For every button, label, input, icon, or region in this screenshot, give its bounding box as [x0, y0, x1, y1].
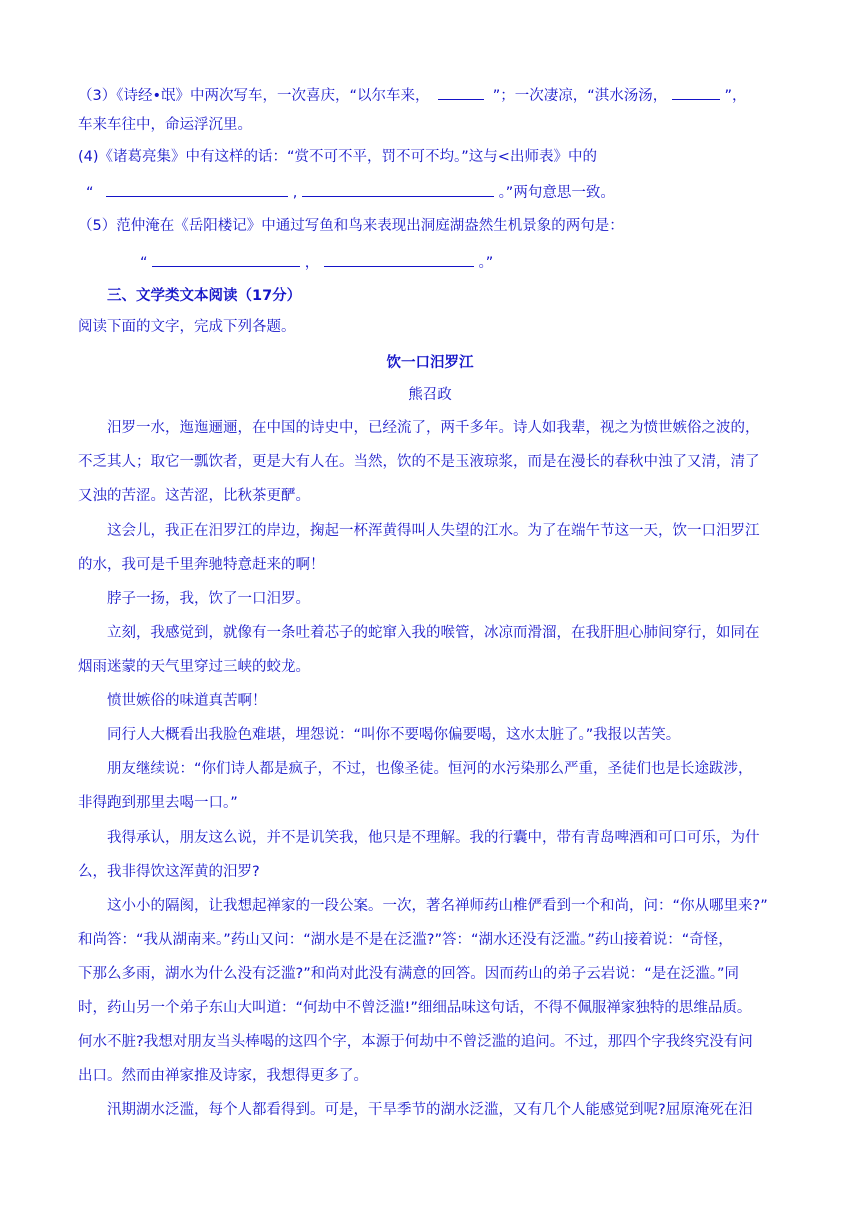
- article-line: 同行人大概看出我脸色难堪，埋怨说：“叫你不要喝你偏要喝，这水太脏了。”我报以苦笑。: [107, 727, 681, 743]
- section-instruction: 阅读下面的文字，完成下列各题。: [78, 319, 296, 335]
- article-author: 熊召政: [408, 387, 452, 403]
- question-5-line-2: [140, 251, 493, 273]
- article-line: 么，我非得饮这浑黄的汨罗?: [78, 864, 260, 880]
- question-5-text-a: （5）范仲淹在《岳阳楼记》中通过写鱼和鸟来表现出洞庭湖盎然生机景象的两句是：: [78, 218, 624, 234]
- section-heading: 三、文学类文本阅读（17分）: [107, 288, 302, 304]
- question-3-text-d: 车来车往中，命运浮沉里。: [78, 117, 252, 133]
- article-line: 的水，我可是千里奔驰特意赶来的啊！: [78, 557, 325, 573]
- article-line: 何水不脏?我想对朋友当头棒喝的这四个字，本源于何劫中不曾泛滥的追问。不过，那四个字我终究没有问: [78, 1034, 753, 1050]
- article-line: 立刻，我感觉到，就像有一条吐着芯子的蛇窜入我的喉管，冰凉而滑溜，在我肝胆心肺间穿行，如同在: [107, 625, 760, 641]
- question-3-text-c: ”，: [724, 88, 747, 104]
- question-4-open-quote: “: [86, 185, 94, 201]
- question-4-close-text: 。”两句意思一致。: [498, 185, 615, 201]
- question-5-close-text: 。”: [478, 255, 494, 271]
- article-line: 脖子一扬，我，饮了一口汨罗。: [107, 591, 310, 607]
- question-3-text-a: （3）《诗经•氓》中两次写车，一次喜庆，“以尔车来，: [78, 88, 430, 104]
- answer-blank[interactable]: [438, 84, 484, 100]
- article-line: 时，药山另一个弟子东山大叫道：“何劫中不曾泛滥!”细细品味这句话，不得不佩服禅家独特的思维品质。: [78, 1000, 752, 1016]
- article-line: 下那么多雨，湖水为什么没有泛滥?”和尚对此没有满意的回答。因而药山的弟子云岩说：“是在泛滥。”同: [78, 966, 739, 982]
- question-4-line-2: [86, 181, 615, 203]
- answer-blank[interactable]: [302, 181, 494, 197]
- answer-blank[interactable]: [106, 181, 288, 197]
- article-line: 汨罗一水，迤迤逦逦，在中国的诗史中，已经流了，两千多年。诗人如我辈，视之为愤世嫉俗之波的，: [107, 420, 760, 436]
- question-4-comma: ,: [292, 185, 298, 201]
- article-line: 朋友继续说：“你们诗人都是疯子，不过，也像圣徒。恒河的水污染那么严重，圣徒们也是长途跋涉，: [107, 761, 753, 777]
- article-line: 非得跑到那里去喝一口。”: [78, 795, 238, 811]
- answer-blank[interactable]: [152, 251, 300, 267]
- question-5-open-quote: “: [140, 255, 148, 271]
- article-line: 又浊的苦涩。这苦涩，比秋茶更酽。: [78, 488, 310, 504]
- article-line: 这小小的隔阂，让我想起禅家的一段公案。一次，著名禅师药山椎俨看到一个和尚，问：“你从哪里来?”: [107, 898, 768, 914]
- answer-blank[interactable]: [672, 84, 720, 100]
- question-5-line-1: [78, 216, 624, 236]
- question-5-comma: ，: [304, 255, 320, 271]
- question-3-line-2: [78, 115, 252, 135]
- article-line: 烟雨迷蒙的天气里穿过三峡的蛟龙。: [78, 659, 310, 675]
- article-line: 和尚答：“我从湖南来。”药山又问：“湖水是不是在泛滥?”答：“湖水还没有泛滥。”药山接着说：“奇怪，: [78, 932, 733, 948]
- article-line: 出口。然而由禅家推及诗家，我想得更多了。: [78, 1068, 368, 1084]
- article-line: 我得承认，朋友这么说，并不是讥笑我，他只是不理解。我的行囊中，带有青岛啤酒和可口可乐，为什: [107, 830, 760, 846]
- article-title: 饮一口汨罗江: [386, 355, 474, 371]
- article-line: 愤世嫉俗的味道真苦啊！: [107, 693, 267, 709]
- question-4-line-1: [78, 147, 597, 167]
- question-3-line-1: [78, 84, 747, 106]
- article-line: 这会儿，我正在汨罗江的岸边，掬起一杯浑黄得叫人失望的江水。为了在端午节这一天，饮一口汨罗江: [107, 523, 760, 539]
- question-4-text-a: (4)《诸葛亮集》中有这样的话：“赏不可不平，罚不可不均。”这与<出师表》中的: [78, 149, 597, 165]
- article-line: 不乏其人；取它一瓢饮者，更是大有人在。当然，饮的不是玉液琼浆，而是在漫长的春秋中浊了又清，清了: [78, 454, 760, 470]
- answer-blank[interactable]: [324, 251, 474, 267]
- question-3-text-b: ”；一次凄凉，“淇水汤汤，: [492, 88, 668, 104]
- article-line: 汛期湖水泛滥，每个人都看得到。可是，干旱季节的湖水泛滥，又有几个人能感觉到呢?屈原淹死在汨: [107, 1102, 753, 1118]
